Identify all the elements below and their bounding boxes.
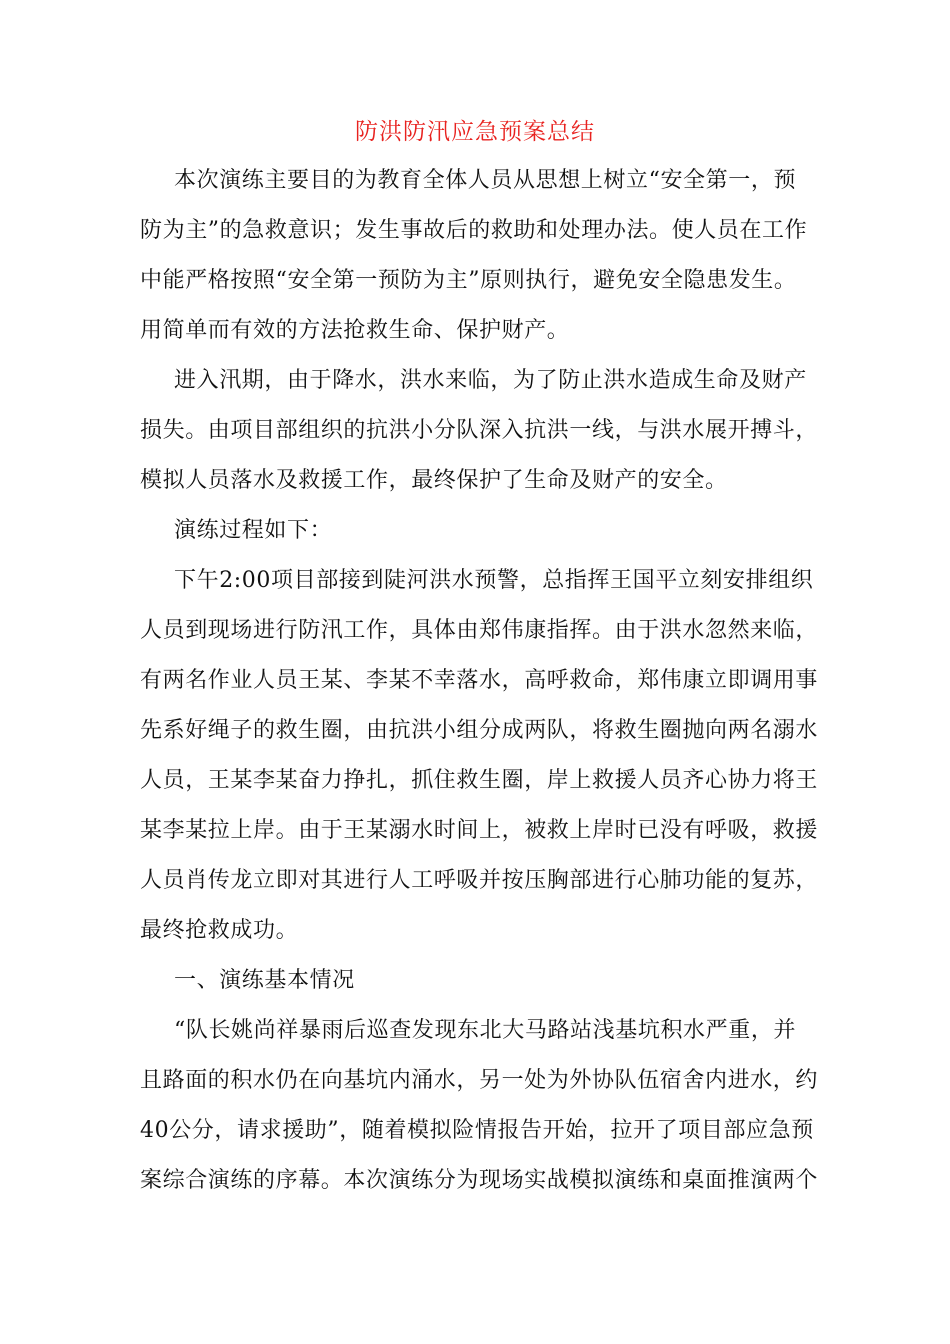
- paragraph-line: 40公分，请求援助”，随着模拟险情报告开始，拉开了项目部应急预: [140, 1118, 814, 1143]
- paragraph-line: 演练过程如下：: [174, 518, 333, 543]
- paragraph-line: 案综合演练的序幕。本次演练分为现场实战模拟演练和桌面推演两个: [140, 1168, 819, 1193]
- paragraph-line: 有两名作业人员王某、李某不幸落水，高呼救命，郑伟康立即调用事: [140, 668, 819, 693]
- paragraph-line: 防为主”的急救意识；发生事故后的救助和处理办法。使人员在工作: [140, 218, 808, 243]
- paragraph-line: 且路面的积水仍在向基坑内涌水，另一处为外协队伍宿舍内进水，约: [140, 1068, 819, 1093]
- paragraph-line: 损失。由项目部组织的抗洪小分队深入抗洪一线，与洪水展开搏斗，: [140, 418, 819, 443]
- paragraph-line: 模拟人员落水及救援工作，最终保护了生命及财产的安全。: [140, 468, 728, 493]
- paragraph-line: 某李某拉上岸。由于王某溺水时间上，被救上岸时已没有呼吸，救援: [140, 818, 819, 843]
- paragraph-line: 中能严格按照“安全第一预防为主”原则执行，避免安全隐患发生。: [140, 268, 797, 293]
- document-title: 防洪防汛应急预案总结: [355, 119, 595, 145]
- paragraph: [140, 956, 812, 1006]
- paragraph: [140, 156, 812, 356]
- paragraph-line: “队长姚尚祥暴雨后巡查发现东北大马路站浅基坑积水严重，并: [174, 1018, 797, 1043]
- paragraph-line: 用简单而有效的方法抢救生命、保护财产。: [140, 318, 570, 343]
- paragraph-line: 人员，王某李某奋力挣扎，抓住救生圈，岸上救援人员齐心协力将王: [140, 768, 819, 793]
- paragraph: [140, 1006, 819, 1206]
- paragraph-line: 进入汛期，由于降水，洪水来临，为了防止洪水造成生命及财产: [174, 368, 807, 393]
- paragraph: [140, 506, 812, 556]
- paragraph: [140, 356, 819, 506]
- paragraph-line: 人员到现场进行防汛工作，具体由郑伟康指挥。由于洪水忽然来临，: [140, 618, 819, 643]
- paragraph-line: 先系好绳子的救生圈，由抗洪小组分成两队，将救生圈抛向两名溺水: [140, 718, 819, 743]
- paragraph-line: 最终抢救成功。: [140, 918, 299, 943]
- paragraph-line: 下午2:00项目部接到陡河洪水预警，总指挥王国平立刻安排组织: [174, 568, 814, 593]
- paragraph-line: 本次演练主要目的为教育全体人员从思想上树立“安全第一，预: [174, 168, 797, 193]
- paragraph: [140, 556, 819, 956]
- document-body: [140, 156, 819, 1206]
- paragraph-line: 人员肖传龙立即对其进行人工呼吸并按压胸部进行心肺功能的复苏，: [140, 868, 819, 893]
- paragraph-line: 一、演练基本情况: [174, 968, 355, 993]
